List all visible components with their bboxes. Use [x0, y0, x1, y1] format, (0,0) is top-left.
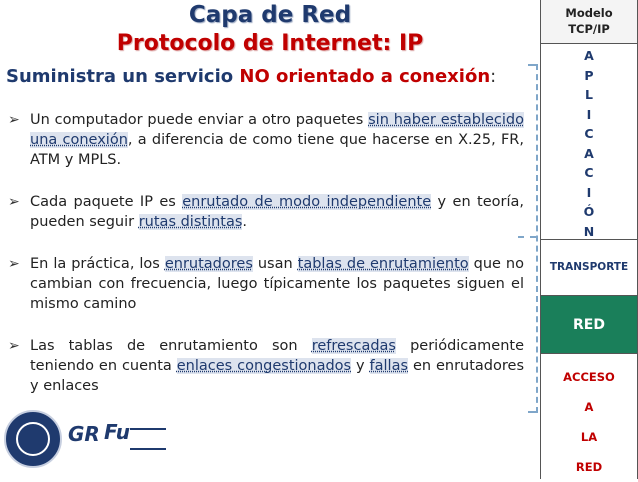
intro-colon: :: [490, 66, 497, 87]
access-line: ACCESO: [563, 370, 615, 384]
bullet-text: Cada paquete IP es: [30, 194, 183, 210]
arrow-right-icon: ➢: [8, 194, 20, 210]
bullet-highlight: tablas de enrutamiento: [297, 256, 469, 272]
bullet-item: [4, 336, 524, 396]
bullet-text: , a diferencia de como tiene que hacerse en X.25, FR, ATM y MPLS.: [30, 132, 524, 168]
bullet-item: [4, 110, 524, 170]
layer-network-access: [541, 354, 637, 479]
intro-statement: [6, 66, 536, 87]
bullet-highlight: fallas: [369, 358, 409, 374]
app-letter: N: [583, 223, 595, 239]
bullet-highlight: sin haber establecido una conexión: [30, 112, 524, 148]
intro-text: Suministra un servicio: [6, 66, 240, 87]
app-letter: A: [584, 145, 594, 161]
intro-highlight: NO orientado a conexión: [239, 66, 491, 87]
bullet-text: en enrutadores y enlaces: [30, 358, 524, 394]
bullet-highlight: rutas distintas: [138, 214, 243, 230]
arrow-right-icon: ➢: [8, 112, 20, 128]
access-line: A: [584, 400, 594, 414]
slide-title: Capa de Red: [188, 2, 352, 28]
bullet-highlight: enlaces congestionados: [176, 358, 352, 374]
bullet-highlight: enrutado de modo independiente: [182, 194, 432, 210]
logo-mark-fu: Fu: [104, 420, 130, 444]
bullet-text: Las tablas de enrutamiento son: [30, 338, 312, 354]
app-letter: C: [584, 165, 594, 180]
app-letter: C: [584, 126, 594, 141]
layer-network: RED: [541, 296, 637, 354]
bullet-item: [4, 254, 524, 314]
slide-subtitle: Protocolo de Internet: IP: [116, 31, 424, 56]
model-header: [541, 0, 637, 44]
bullet-highlight: refrescadas: [311, 338, 396, 354]
layer-application: [541, 44, 637, 240]
arrow-right-icon: ➢: [8, 338, 20, 354]
bullet-highlight: enrutadores: [164, 256, 253, 272]
model-header-line2: TCP/IP: [568, 22, 610, 36]
arrow-right-icon: ➢: [8, 256, 20, 272]
logo-lines-icon: [130, 428, 166, 450]
layer-transport: TRANSPORTE: [541, 240, 637, 296]
logo-mark-gr: GR: [68, 422, 100, 446]
app-letter: I: [586, 106, 592, 122]
bullet-text: En la práctica, los: [30, 256, 165, 272]
dashed-bracket: [528, 64, 538, 413]
bullet-text: que no cambian con frecuencia, luego típicamente los paquetes siguen el mismo camino: [30, 256, 524, 312]
bullet-text: usan: [252, 256, 298, 272]
access-line: RED: [575, 460, 603, 474]
bullet-text: y en teoría, pueden seguir: [30, 194, 524, 230]
app-letter: Ó: [583, 204, 595, 219]
university-seal-icon: [4, 410, 62, 468]
bullet-text: .: [242, 214, 248, 230]
bullet-text: y: [351, 358, 370, 374]
bullet-item: [4, 192, 524, 232]
app-letter: A: [584, 48, 594, 63]
app-letter: I: [586, 184, 592, 200]
bullet-list: [4, 110, 524, 418]
access-line: LA: [580, 430, 598, 444]
app-letter: P: [584, 67, 594, 83]
bullet-text: periódicamente teniendo en cuenta: [30, 338, 525, 374]
model-header-line1: Modelo: [565, 6, 613, 20]
tcpip-model-panel: [540, 0, 638, 479]
app-letter: L: [585, 87, 593, 102]
bracket-pointer: [518, 236, 536, 238]
bullet-text: Un computador puede enviar a otro paquetes: [30, 112, 369, 128]
institution-logos: [4, 408, 174, 474]
